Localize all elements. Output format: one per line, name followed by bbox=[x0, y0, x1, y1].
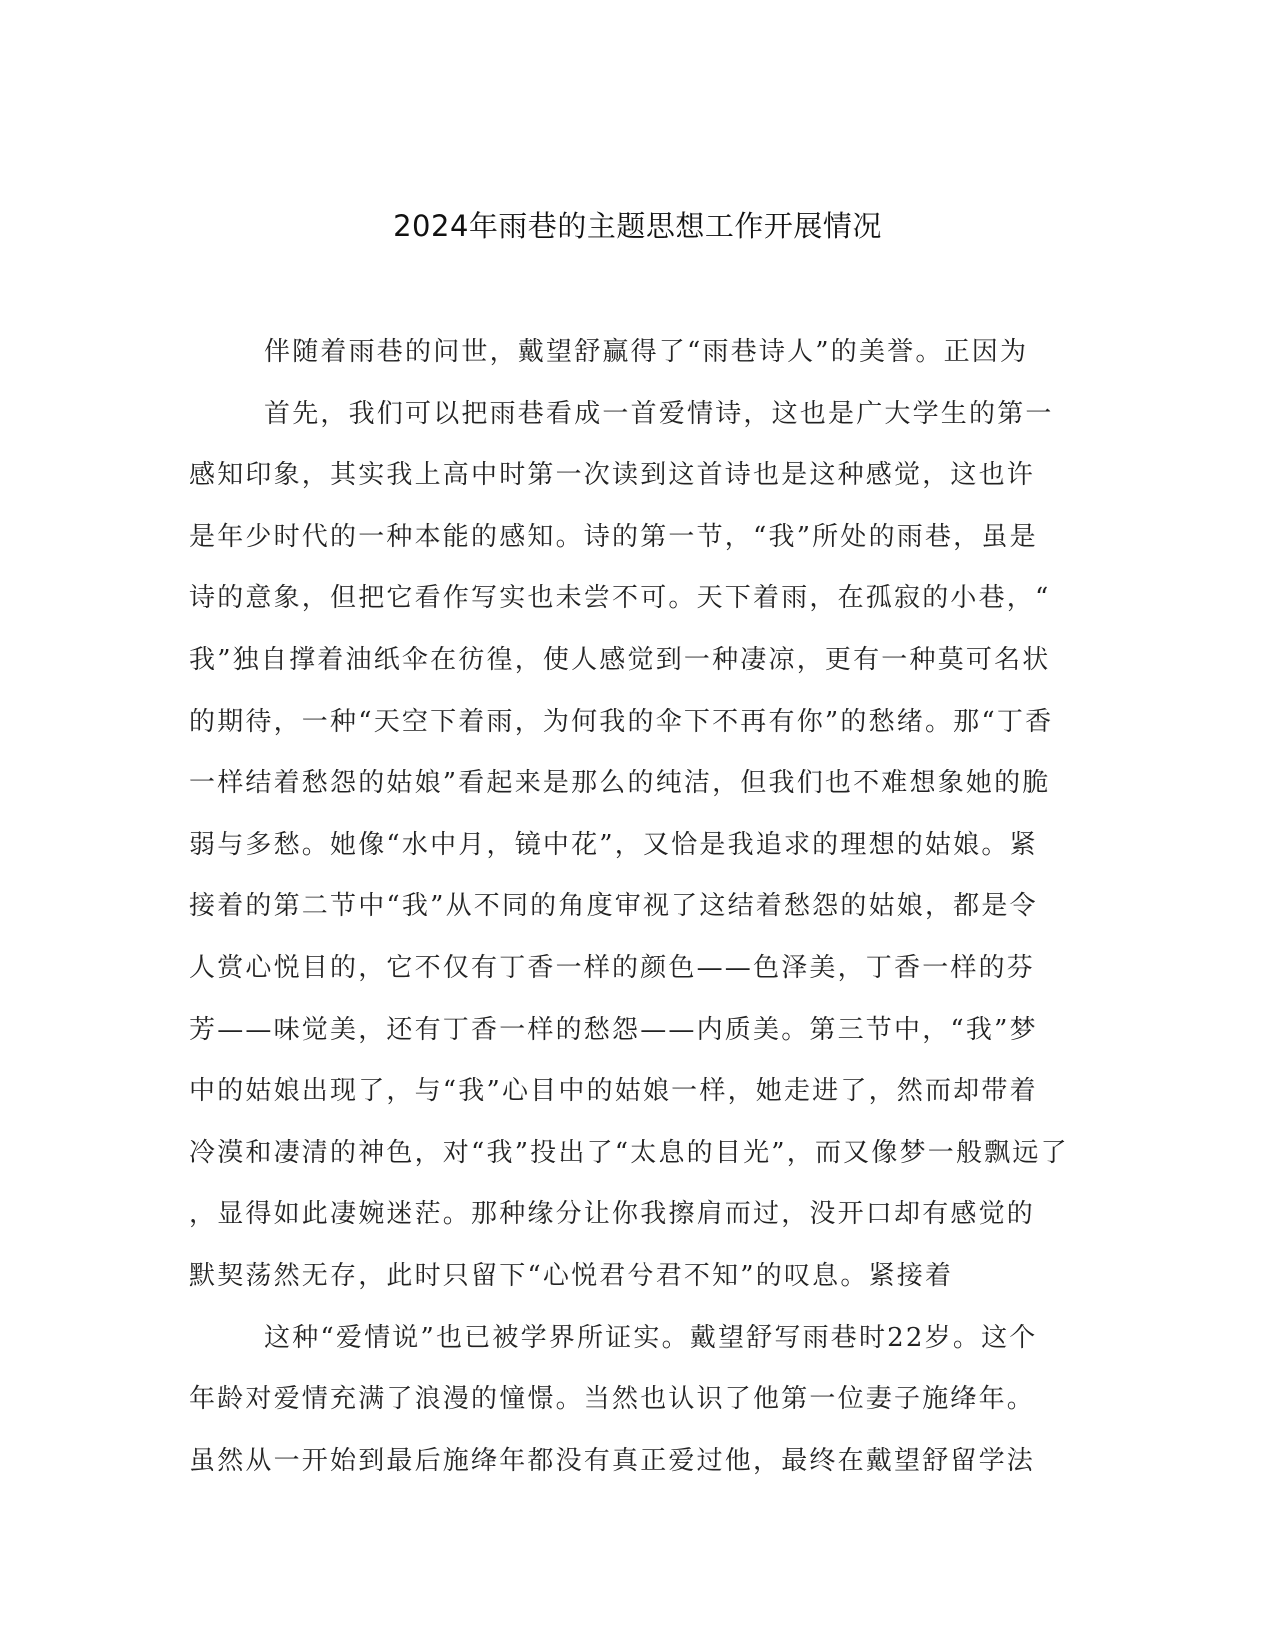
paragraph-line: 的期待，一种“天空下着雨，为何我的伞下不再有你”的愁绪。那“丁香 bbox=[189, 706, 1054, 737]
paragraph-line: 弱与多愁。她像“水中月，镜中花”，又恰是我追求的理想的姑娘。紧 bbox=[189, 829, 1038, 860]
paragraph-line: 冷漠和凄清的神色，对“我”投出了“太息的目光”，而又像梦一般飘远了 bbox=[189, 1137, 1069, 1168]
paragraph-line: 年龄对爱情充满了浪漫的憧憬。当然也认识了他第一位妻子施绛年。 bbox=[189, 1384, 1036, 1415]
paragraph-line: 感知印象，其实我上高中时第一次读到这首诗也是这种感觉，这也许 bbox=[189, 460, 1036, 491]
paragraph-line: 诗的意象，但把它看作写实也未尝不可。天下着雨，在孤寂的小巷，“ bbox=[189, 583, 1051, 614]
paragraph-line: ，显得如此凄婉迷茫。那种缘分让你我擦肩而过，没开口却有感觉的 bbox=[189, 1199, 1036, 1230]
paragraph-line: 这种“爱情说”也已被学界所证实。戴望舒写雨巷时22岁。这个 bbox=[264, 1322, 1038, 1353]
document-body bbox=[189, 330, 1079, 1500]
paragraph-line: 中的姑娘出现了，与“我”心目中的姑娘一样，她走进了，然而却带着 bbox=[189, 1076, 1038, 1107]
paragraph-line: 虽然从一开始到最后施绛年都没有真正爱过他，最终在戴望舒留学法 bbox=[189, 1445, 1036, 1476]
paragraph-line: 人赏心悦目的，它不仅有丁香一样的颜色——色泽美，丁香一样的芬 bbox=[189, 952, 1036, 983]
paragraph-line: 我”独自撑着油纸伞在彷徨，使人感觉到一种凄凉，更有一种莫可名状 bbox=[189, 644, 1051, 675]
paragraph-line: 首先，我们可以把雨巷看成一首爱情诗，这也是广大学生的第一 bbox=[264, 398, 1054, 429]
document-title: 2024年雨巷的主题思想工作开展情况 bbox=[393, 209, 882, 243]
paragraph-line: 芳——味觉美，还有丁香一样的愁怨——内质美。第三节中，“我”梦 bbox=[189, 1014, 1038, 1045]
paragraph-line: 接着的第二节中“我”从不同的角度审视了这结着愁怨的姑娘，都是令 bbox=[189, 891, 1038, 922]
paragraph-line: 一样结着愁怨的姑娘”看起来是那么的纯洁，但我们也不难想象她的脆 bbox=[189, 768, 1051, 799]
paragraph-line: 伴随着雨巷的问世，戴望舒赢得了“雨巷诗人”的美誉。正因为 bbox=[264, 337, 1029, 367]
paragraph-line: 默契荡然无存，此时只留下“心悦君兮君不知”的叹息。紧接着 bbox=[189, 1260, 954, 1291]
paragraph-line: 是年少时代的一种本能的感知。诗的第一节，“我”所处的雨巷，虽是 bbox=[189, 521, 1038, 552]
